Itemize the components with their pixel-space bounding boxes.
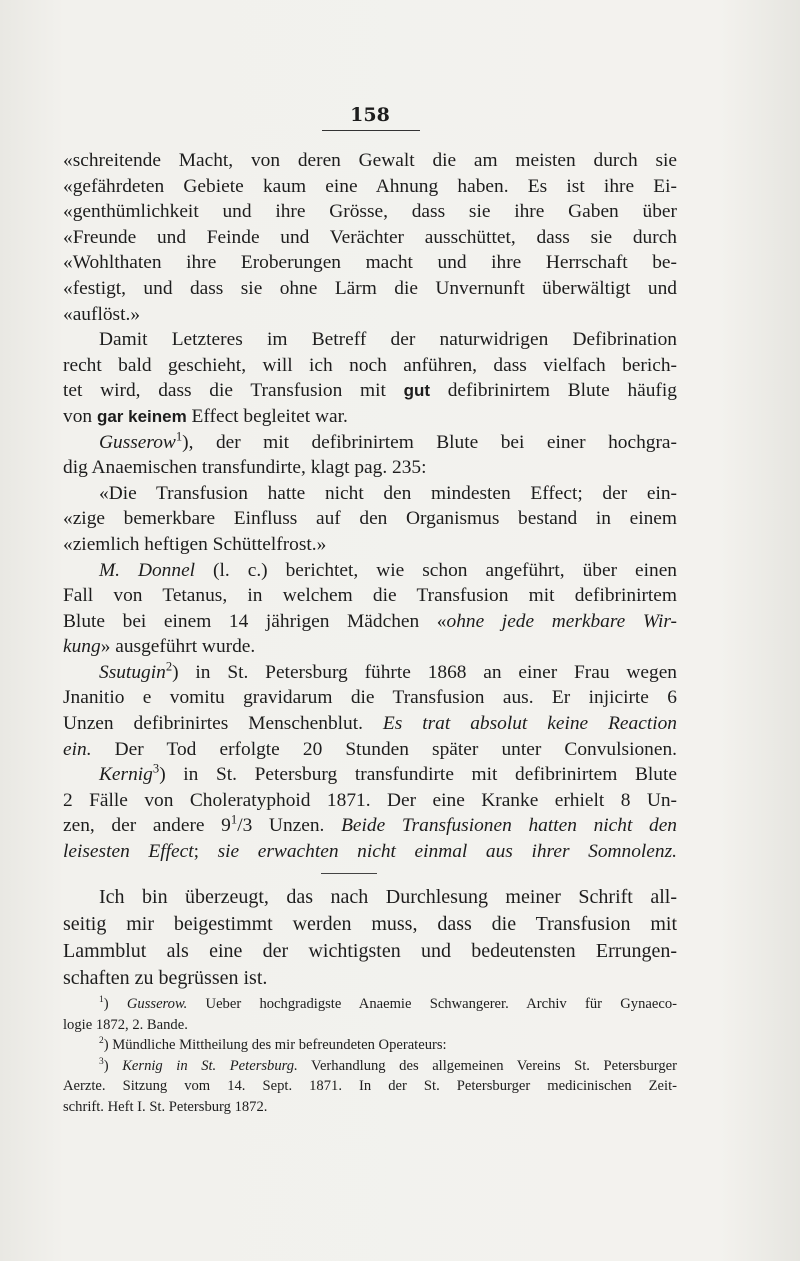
text-line: zen, der andere $9^1/3$ Unzen. Beide Transfusionen hatten nicht den — [63, 812, 678, 837]
text-line: Damit Letzteres im Betreff der naturwidrigen Defibrination — [99, 329, 677, 351]
text-line: seitig mir beigestimmt werden muss, dass die Transfusion mit — [63, 912, 677, 935]
text-line: dig Anaemischen transfundirte, klagt pag. 235: — [63, 457, 427, 479]
text-line: Unzen defibrinirtes Menschenblut. Es trat absolut keine Reaction — [63, 713, 677, 735]
text-line: Gusserow$^1$), der mit defibrinirtem Blute bei einer hochgra- — [99, 429, 677, 453]
main-text — [63, 148, 677, 992]
text-line: «zige bemerkbare Einfluss auf den Organismus bestand in einem — [63, 508, 677, 530]
text-line: kung» ausgeführt wurde. — [63, 636, 256, 658]
text-line: Ich bin überzeugt, das nach Durchlesung meiner Schrift all- — [99, 885, 677, 908]
text-line: Ssutugin$^2$) in St. Petersburg führte 1868 an einer Frau wegen — [99, 659, 677, 683]
text-line: leisesten Effect; sie erwachten nicht einmal aus ihrer Somnolenz. — [63, 841, 677, 863]
text-line: recht bald geschieht, will ich noch anführen, dass vielfach berich- — [63, 354, 677, 376]
author-ssutugin: Ssutugin — [99, 661, 166, 683]
text-line: ein. Der Tod erfolgte 20 Stunden später unter Convulsionen. — [63, 738, 677, 760]
text-line: M. Donnel (l. c.) berichtet, wie schon angeführt, über einen — [99, 559, 677, 581]
text-line: 2 Fälle von Choleratyphoid 1871. Der eine Kranke erhielt 8 Un- — [63, 789, 677, 811]
footnote-1: $^1$) Gusserow. Ueber hochgradigste Anaemie Schwangerer. Archiv für Gynaeco- — [99, 995, 677, 1012]
text-line: «Freunde und Feinde und Verächter ausschüttet, dass sie durch — [63, 226, 677, 248]
footnote-3: $^3$) Kernig in St. Petersburg. Verhandlung des allgemeinen Vereins St. Petersburger — [99, 1056, 678, 1074]
section-divider — [321, 873, 377, 874]
text-line: «Wohlthaten ihre Eroberungen macht und ihre Herrschaft be- — [63, 252, 677, 274]
text-line: Lammblut als eine der wichtigsten und bedeutensten Errungen- — [63, 939, 677, 962]
emphasis-gar-keinem: gar keinem — [96, 406, 187, 426]
text-line: «schreitende Macht, von deren Gewalt die am meisten durch sie — [63, 150, 677, 171]
author-donnel: M. Donnel — [99, 559, 196, 581]
footnote-3-cont: Aerzte. Sitzung vom 14. Sept. 1871. In der St. Petersburger medicinischen Zeit- — [63, 1078, 677, 1095]
text-line: «genthümlichkeit und ihre Grösse, dass sie ihre Gaben über — [63, 201, 677, 223]
conclusion-paragraph — [63, 884, 677, 992]
footnote-2: $^2$) Mündliche Mittheilung des mir befreundeten Operateurs: — [99, 1036, 447, 1054]
text-line: Kernig$^3$) in St. Petersburg transfundirte mit defibrinirtem Blute — [99, 761, 677, 786]
page-number-rule — [322, 130, 420, 131]
text-line: Blute bei einem 14 jährigen Mädchen «ohne jede merkbare Wir- — [63, 610, 677, 632]
footnote-3-cont: schrift. Heft I. St. Petersburg 1872. — [63, 1098, 268, 1115]
text-line: schaften zu begrüssen ist. — [63, 966, 268, 989]
text-line: tet wird, dass die Transfusion mit gut defibrinirtem Blute häufig — [63, 380, 677, 402]
emphasis-gut: gut — [403, 381, 430, 401]
text-line: «festigt, und dass sie ohne Lärm die Unvernunft überwältigt und — [63, 277, 677, 299]
footnotes — [63, 994, 677, 1118]
text-line: «gefährdeten Gebiete kaum eine Ahnung haben. Es ist ihre Ei- — [63, 175, 677, 197]
author-kernig: Kernig — [99, 764, 153, 786]
text-line: von gar keinem Effect begleitet war. — [63, 405, 348, 427]
text-line: «ziemlich heftigen Schüttelfrost.» — [63, 533, 327, 555]
text-line: «auflöst.» — [63, 303, 141, 325]
footnote-1-cont: logie 1872, 2. Bande. — [63, 1016, 188, 1033]
page-number: 158 — [350, 104, 390, 126]
text-line: Jnanitio e vomitu gravidarum die Transfusion aus. Er injicirte 6 — [63, 687, 677, 709]
author-gusserow: Gusserow — [99, 431, 176, 453]
text-line: «Die Transfusion hatte nicht den mindesten Effect; der ein- — [99, 482, 677, 504]
text-line: Fall von Tetanus, in welchem die Transfusion mit defibrinirtem — [63, 585, 677, 607]
